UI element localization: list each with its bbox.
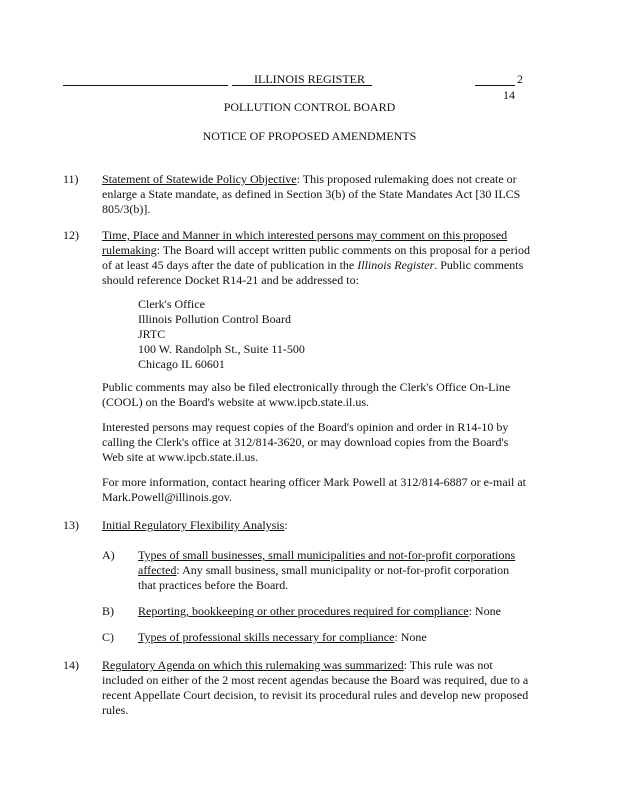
section-11-text-1: : This proposed rulemaking does not create or [296, 172, 517, 186]
header-rule-title [232, 85, 372, 86]
section-11-line-2: enlarge a State mandate, as defined in Section 3(b) of the State Mandates Act [30 ILCS [102, 187, 521, 201]
para-info-line-2: Mark.Powell@illinois.gov. [102, 490, 232, 504]
address-line: Illinois Pollution Control Board [138, 312, 292, 326]
para-cool-line-2: (COOL) on the Board's website at www.ipcb.state.il.us. [102, 395, 369, 409]
para-copies-line-2: calling the Clerk's office at 312/814-3620, or may download copies from the Board's [102, 435, 509, 449]
para-info-line-1: For more information, contact hearing officer Mark Powell at 312/814-6887 or e-mail at [102, 475, 526, 489]
address-line: 100 W. Randolph St., Suite 11-500 [138, 342, 305, 356]
section-14-title: Regulatory Agenda on which this rulemaking was summarized [102, 658, 404, 672]
address-line: Clerk's Office [138, 297, 205, 311]
para-copies-line-3: Web site at www.ipcb.state.il.us. [102, 450, 259, 464]
item-a-title-line-1: Types of small businesses, small municipalities and not-for-profit corporations [138, 548, 516, 562]
item-a-line-3: that practices before the Board. [138, 578, 289, 592]
item-a-line-2: affected: Any small business, small municipality or not-for-profit corporation [138, 563, 510, 577]
section-14-line-1: Regulatory Agenda on which this rulemaking was summarized: This rule was not [102, 658, 493, 672]
section-13-title: Initial Regulatory Flexibility Analysis [102, 518, 285, 532]
section-12-number: 12) [63, 228, 79, 242]
illinois-register-italic: Illinois Register [357, 258, 435, 272]
item-b-letter: B) [102, 604, 114, 618]
section-11-line-3: 805/3(b)]. [102, 202, 151, 216]
section-11-number: 11) [63, 172, 79, 186]
item-a-title-line-2: affected [138, 563, 177, 577]
item-a-letter: A) [102, 548, 115, 562]
agency-title: POLLUTION CONTROL BOARD [223, 100, 396, 114]
clerk-address [138, 297, 305, 372]
page-number-bottom: 14 [503, 88, 515, 102]
para-cool-line-1: Public comments may also be filed electronically through the Clerk's Office On-Line [102, 380, 511, 394]
item-b-title: Reporting, bookkeeping or other procedures required for compliance [138, 604, 469, 618]
para-copies-line-1: Interested persons may request copies of the Board's opinion and order in R14-10 by [102, 420, 509, 434]
section-13-number: 13) [63, 518, 79, 532]
item-c-title: Types of professional skills necessary for compliance [138, 630, 395, 644]
item-c-line: Types of professional skills necessary for compliance: None [138, 630, 427, 644]
item-c-letter: C) [102, 630, 114, 644]
section-14-line-2: included on either of the 2 most recent agendas because the Board was required, due to a [102, 673, 529, 687]
item-b-line: Reporting, bookkeeping or other procedures required for compliance: None [138, 604, 501, 618]
address-line: Chicago IL 60601 [138, 357, 225, 371]
address-line: JRTC [138, 327, 166, 341]
section-12-line-3: of at least 45 days after the date of publication in the Illinois Register. Public comments [102, 258, 524, 272]
header-rule-right [475, 85, 515, 86]
section-13-line-1: Initial Regulatory Flexibility Analysis: [102, 518, 288, 532]
section-11-title: Statement of Statewide Policy Objective [102, 172, 297, 186]
section-14-number: 14) [63, 658, 79, 672]
section-12-title-line-2: rulemaking [102, 243, 157, 257]
page-number-top: 2 [517, 72, 523, 86]
register-title: ILLINOIS REGISTER [254, 72, 365, 86]
section-12-line-2 [102, 243, 532, 258]
section-14-line-3: recent Appellate Court decision, to revisit its procedural rules and develop new proposed [102, 688, 529, 702]
section-14-line-4: rules. [102, 703, 129, 717]
section-12-text-1: : The Board will accept written public comments on this proposal for a period [156, 243, 531, 257]
section-12-line-4: should reference Docket R14-21 and be addressed to: [102, 273, 359, 287]
section-12-title-line-1: Time, Place and Manner in which interested persons may comment on this proposed [102, 228, 508, 242]
notice-title: NOTICE OF PROPOSED AMENDMENTS [202, 129, 417, 143]
section-11-line-1 [102, 172, 532, 187]
